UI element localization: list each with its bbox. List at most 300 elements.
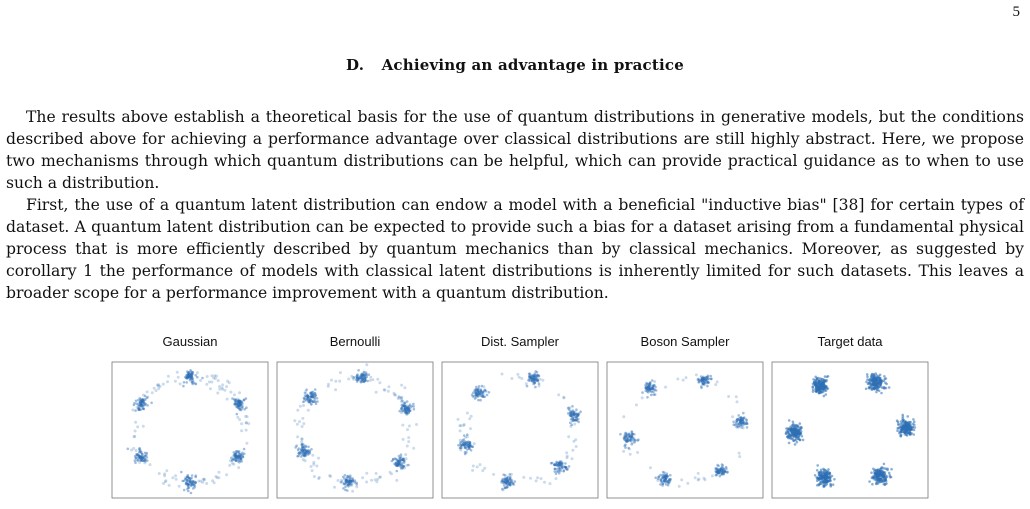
scatter-point (191, 371, 194, 374)
scatter-point (812, 388, 815, 391)
scatter-point (165, 469, 168, 472)
scatter-point (167, 375, 170, 378)
scatter-point (658, 475, 661, 478)
scatter-point (722, 469, 725, 472)
scatter-point (653, 380, 656, 383)
scatter-point (371, 378, 374, 381)
scatter-point (818, 391, 821, 394)
scatter-point (240, 429, 243, 432)
scatter-point (906, 415, 909, 418)
scatter-point (191, 474, 194, 477)
scatter-point (477, 399, 480, 402)
scatter-point (369, 376, 372, 379)
scatter-point (243, 408, 246, 411)
scatter-point (187, 484, 190, 487)
scatter-point (824, 482, 827, 485)
scatter-point (731, 415, 734, 418)
scatter-point (344, 474, 347, 477)
scatter-point (819, 389, 822, 392)
scatter-point (742, 426, 745, 429)
scatter-point (171, 476, 174, 479)
scatter-point (474, 397, 477, 400)
scatter-point (795, 435, 798, 438)
scatter-point (914, 426, 917, 429)
scatter-point (141, 398, 144, 401)
scatter-point (904, 429, 907, 432)
scatter-point (350, 480, 353, 483)
panel-title: Gaussian (162, 334, 218, 349)
scatter-point (328, 474, 331, 477)
scatter-point (868, 386, 871, 389)
scatter-point (229, 391, 232, 394)
scatter-point (142, 425, 145, 428)
scatter-point (817, 483, 820, 486)
scatter-point (403, 460, 406, 463)
scatter-point (405, 464, 408, 467)
scatter-point (194, 382, 197, 385)
scatter-point (155, 389, 158, 392)
scatter-point (378, 381, 381, 384)
scatter-point (832, 483, 835, 486)
scatter-point (697, 472, 700, 475)
scatter-point (871, 483, 874, 486)
scatter-point (789, 429, 792, 432)
scatter-point (550, 462, 553, 465)
scatter-point (376, 378, 379, 381)
scatter-point (745, 422, 748, 425)
scatter-point (465, 442, 468, 445)
scatter-point (695, 373, 698, 376)
scatter-point (145, 403, 148, 406)
scatter-point (294, 446, 297, 449)
scatter-point (884, 483, 887, 486)
scatter-point (473, 442, 476, 445)
scatter-point (528, 375, 531, 378)
scatter-point (400, 411, 403, 414)
scatter-point (740, 416, 743, 419)
scatter-point (622, 415, 625, 418)
scatter-point (912, 418, 915, 421)
scatter-point (508, 479, 511, 482)
scatter-point (133, 404, 136, 407)
scatter-point (149, 463, 152, 466)
scatter-point (481, 469, 484, 472)
scatter-point (790, 438, 793, 441)
scatter-point (533, 382, 536, 385)
scatter-point (406, 428, 409, 431)
scatter-point (716, 464, 719, 467)
scatter-point (788, 419, 791, 422)
section-label: D. (346, 56, 365, 74)
scatter-point (374, 478, 377, 481)
scatter-point (307, 452, 310, 455)
scatter-point (743, 421, 746, 424)
scatter-point (722, 473, 725, 476)
scatter-point (302, 458, 305, 461)
scatter-point (178, 485, 181, 488)
scatter-point (628, 447, 631, 450)
scatter-point (350, 484, 353, 487)
scatter-point (471, 469, 474, 472)
scatter-point (872, 373, 875, 376)
scatter-point (796, 426, 799, 429)
scatter-point (742, 412, 745, 415)
scatter-point (720, 467, 723, 470)
scatter-point (507, 483, 510, 486)
scatter-point (334, 380, 337, 383)
scatter-point (678, 485, 681, 488)
section-heading (0, 56, 1030, 74)
scatter-point (221, 383, 224, 386)
scatter-point (310, 465, 313, 468)
scatter-point (303, 445, 306, 448)
body-text (6, 106, 1024, 304)
panel-bernoulli (275, 334, 435, 509)
scatter-point (185, 381, 188, 384)
scatter-point (482, 385, 485, 388)
scatter-point (888, 386, 891, 389)
scatter-point (470, 449, 473, 452)
scatter-point (883, 380, 886, 383)
scatter-point (825, 393, 828, 396)
scatter-point (469, 427, 472, 430)
scatter-point (872, 384, 875, 387)
scatter-point (395, 479, 398, 482)
scatter-point (636, 451, 639, 454)
scatter-point (299, 405, 302, 408)
scatter-plot-boson-sampler (605, 360, 765, 500)
scatter-point (890, 476, 893, 479)
scatter-point (486, 394, 489, 397)
scatter-point (192, 487, 195, 490)
scatter-point (899, 423, 902, 426)
scatter-point (890, 468, 893, 471)
scatter-point (164, 479, 167, 482)
scatter-point (134, 409, 137, 412)
scatter-point (344, 489, 347, 492)
scatter-point (136, 406, 139, 409)
scatter-point (709, 375, 712, 378)
scatter-point (347, 485, 350, 488)
scatter-point (402, 438, 405, 441)
scatter-point (464, 447, 467, 450)
scatter-point (818, 478, 821, 481)
scatter-point (357, 378, 360, 381)
scatter-point (183, 381, 186, 384)
scatter-point (827, 468, 830, 471)
scatter-point (501, 373, 504, 376)
scatter-point (208, 381, 211, 384)
scatter-point (879, 479, 882, 482)
scatter-point (662, 471, 665, 474)
scatter-point (376, 478, 379, 481)
scatter-point (641, 391, 644, 394)
scatter-point (560, 460, 563, 463)
scatter-point (237, 450, 240, 453)
scatter-point (619, 433, 622, 436)
scatter-point (312, 463, 315, 466)
scatter-point (185, 481, 188, 484)
scatter-point (175, 478, 178, 481)
scatter-point (647, 387, 650, 390)
scatter-point (725, 467, 728, 470)
scatter-point (879, 385, 882, 388)
scatter-point (308, 394, 311, 397)
plot-frame (277, 362, 433, 498)
scatter-point (412, 403, 415, 406)
scatter-point (365, 481, 368, 484)
scatter-point (877, 474, 880, 477)
scatter-point (650, 389, 653, 392)
scatter-point (231, 459, 234, 462)
scatter-point (411, 405, 414, 408)
scatter-point (736, 400, 739, 403)
scatter-point (245, 422, 248, 425)
scatter-point (879, 378, 882, 381)
scatter-point (190, 485, 193, 488)
scatter-point (704, 478, 707, 481)
scatter-point (568, 465, 571, 468)
scatter-point (502, 479, 505, 482)
scatter-point (213, 481, 216, 484)
scatter-point (459, 424, 462, 427)
scatter-point (529, 477, 532, 480)
scatter-point (738, 422, 741, 425)
scatter-point (682, 379, 685, 382)
scatter-point (317, 477, 320, 480)
scatter-point (304, 453, 307, 456)
scatter-point (156, 384, 159, 387)
scatter-point (714, 383, 717, 386)
scatter-point (346, 475, 349, 478)
scatter-point (347, 378, 350, 381)
scatter-point (415, 423, 418, 426)
scatter-point (137, 399, 140, 402)
scatter-point (518, 376, 521, 379)
scatter-point (468, 446, 471, 449)
scatter-point (579, 410, 582, 413)
scatter-point (166, 380, 169, 383)
scatter-point (354, 479, 357, 482)
scatter-point (529, 372, 532, 375)
scatter-point (564, 462, 567, 465)
scatter-point (300, 437, 303, 440)
scatter-point (702, 382, 705, 385)
scatter-point (387, 390, 390, 393)
scatter-point (534, 386, 537, 389)
scatter-point (201, 481, 204, 484)
panel-title: Boson Sampler (640, 334, 730, 349)
scatter-point (569, 422, 572, 425)
scatter-point (357, 369, 360, 372)
scatter-point (478, 391, 481, 394)
scatter-point (153, 387, 156, 390)
scatter-point (732, 421, 735, 424)
scatter-point (405, 457, 408, 460)
scatter-point (370, 479, 373, 482)
scatter-point (478, 385, 481, 388)
scatter-point (302, 422, 305, 425)
scatter-point (883, 375, 886, 378)
scatter-point (234, 403, 237, 406)
scatter-point (792, 434, 795, 437)
scatter-point (906, 432, 909, 435)
scatter-point (645, 382, 648, 385)
scatter-point (127, 448, 130, 451)
scatter-point (801, 435, 804, 438)
scatter-point (812, 385, 815, 388)
scatter-point (394, 463, 397, 466)
scatter-point (628, 436, 631, 439)
scatter-point (824, 375, 827, 378)
scatter-point (867, 382, 870, 385)
scatter-point (575, 445, 578, 448)
scatter-point (190, 492, 193, 495)
scatter-point (665, 477, 668, 480)
scatter-point (665, 474, 668, 477)
scatter-point (483, 467, 486, 470)
scatter-point (899, 435, 902, 438)
scatter-point (680, 478, 683, 481)
scatter-point (492, 473, 495, 476)
scatter-point (792, 421, 795, 424)
scatter-point (303, 400, 306, 403)
scatter-point (240, 460, 243, 463)
scatter-point (823, 471, 826, 474)
scatter-point (363, 372, 366, 375)
scatter-point (218, 471, 221, 474)
scatter-point (238, 391, 241, 394)
scatter-point (298, 420, 301, 423)
scatter-point (816, 378, 819, 381)
scatter-point (132, 447, 135, 450)
scatter-point (746, 426, 749, 429)
scatter-point (536, 376, 539, 379)
scatter-point (812, 378, 815, 381)
scatter-point (468, 417, 471, 420)
paragraph: First, the use of a quantum latent distribution can endow a model with a beneficial "inductive bias" [38] for certain types of dataset. A quantum latent distribution can be expected to provide such a bias for a dataset arising from a fundamental physical process that is more efficiently described by quantum mechanics than by classical mechanics. Moreover, as suggested by corollary 1 the performance of models with classical latent distributions is inherently limited for such datasets. This leaves a broader scope for a performance improvement with a quantum distribution. (6, 196, 1024, 302)
scatter-point (224, 389, 227, 392)
scatter-point (877, 384, 880, 387)
scatter-point (814, 376, 817, 379)
scatter-point (404, 453, 407, 456)
scatter-point (574, 419, 577, 422)
scatter-point (694, 476, 697, 479)
scatter-point (722, 464, 725, 467)
scatter-point (715, 474, 718, 477)
scatter-point (293, 419, 296, 422)
scatter-point (660, 479, 663, 482)
scatter-point (330, 379, 333, 382)
scatter-point (334, 388, 337, 391)
scatter-point (327, 383, 330, 386)
scatter-point (506, 477, 509, 480)
scatter-point (833, 478, 836, 481)
scatter-point (479, 463, 482, 466)
scatter-point (133, 435, 136, 438)
scatter-point (635, 403, 638, 406)
scatter-point (190, 375, 193, 378)
scatter-point (413, 408, 416, 411)
scatter-point (364, 380, 367, 383)
scatter-point (883, 463, 886, 466)
scatter-point (794, 443, 797, 446)
scatter-point (502, 489, 505, 492)
scatter-point (899, 426, 902, 429)
scatter-point (365, 472, 368, 475)
scatter-point (711, 474, 714, 477)
scatter-point (664, 386, 667, 389)
scatter-point (142, 407, 145, 410)
scatter-point (653, 384, 656, 387)
scatter-point (641, 396, 644, 399)
scatter-point (897, 422, 900, 425)
scatter-point (296, 435, 299, 438)
scatter-point (622, 450, 625, 453)
scatter-point (352, 378, 355, 381)
scatter-point (563, 469, 566, 472)
scatter-point (316, 397, 319, 400)
panel-gaussian (110, 334, 270, 509)
scatter-point (571, 457, 574, 460)
scatter-point (482, 390, 485, 393)
scatter-point (574, 411, 577, 414)
scatter-point (475, 386, 478, 389)
scatter-point (826, 477, 829, 480)
scatter-point (700, 387, 703, 390)
scatter-point (569, 425, 572, 428)
scatter-point (676, 378, 679, 381)
scatter-point (509, 484, 512, 487)
scatter-point (191, 381, 194, 384)
scatter-point (543, 481, 546, 484)
scatter-point (910, 429, 913, 432)
panel-boson-sampler (605, 334, 765, 509)
scatter-point (649, 466, 652, 469)
scatter-point (195, 474, 198, 477)
scatter-point (189, 379, 192, 382)
scatter-point (142, 394, 145, 397)
panel-title: Bernoulli (329, 334, 381, 349)
scatter-point (531, 378, 534, 381)
scatter-point (135, 453, 138, 456)
scatter-point (226, 398, 229, 401)
scatter-point (874, 473, 877, 476)
scatter-point (406, 445, 409, 448)
scatter-point (217, 379, 220, 382)
scatter-point (459, 442, 462, 445)
scatter-point (885, 377, 888, 380)
scatter-point (868, 379, 871, 382)
scatter-point (877, 482, 880, 485)
scatter-plot-target-data (770, 360, 930, 500)
scatter-point (301, 417, 304, 420)
scatter-point (403, 408, 406, 411)
scatter-point (383, 389, 386, 392)
scatter-point (364, 377, 367, 380)
scatter-point (140, 459, 143, 462)
scatter-point (569, 406, 572, 409)
scatter-point (504, 474, 507, 477)
scatter-point (556, 463, 559, 466)
scatter-point (407, 436, 410, 439)
scatter-point (636, 439, 639, 442)
scatter-point (718, 470, 721, 473)
scatter-point (464, 436, 467, 439)
scatter-point (571, 405, 574, 408)
scatter-point (134, 421, 137, 424)
scatter-point (820, 476, 823, 479)
